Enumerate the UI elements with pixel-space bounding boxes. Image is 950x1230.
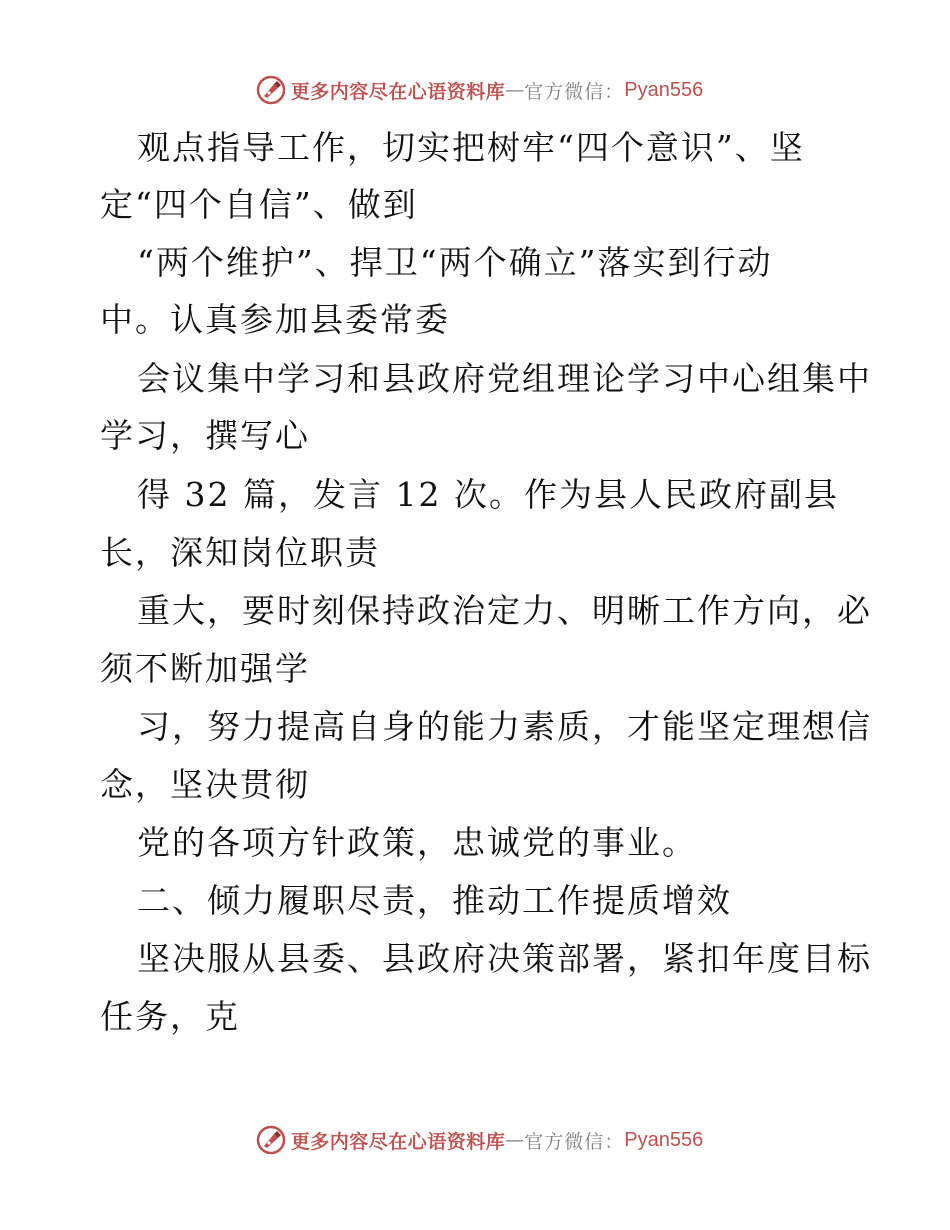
- body-line: 习，努力提高自身的能力素质，才能坚定理想信: [137, 707, 872, 746]
- header-watermark: [0, 70, 950, 110]
- watermark-separator: —: [505, 1129, 525, 1151]
- watermark-official-label: 官方微信：: [524, 1130, 625, 1153]
- body-line: 得 32 篇，发言 12 次。作为县人民政府副县: [137, 475, 839, 514]
- body-line: “两个维护”、捍卫“两个确立”落实到行动: [137, 243, 773, 282]
- footer-watermark: [0, 1120, 950, 1160]
- body-line: 任务，克: [100, 997, 240, 1036]
- body-line: 须不断加强学: [100, 649, 310, 688]
- body-line: 定“四个自信”、做到: [100, 185, 418, 224]
- body-line: 会议集中学习和县政府党组理论学习中心组集中: [137, 359, 872, 398]
- body-line: 中。认真参加县委常委: [100, 300, 450, 339]
- body-line: 长，深知岗位职责: [100, 533, 380, 572]
- pen-nib-logo-icon: [255, 74, 287, 106]
- watermark-handle: Pyan556: [624, 1128, 704, 1151]
- watermark-brand: 更多内容尽在心语资料库: [290, 80, 506, 103]
- body-line: 观点指导工作，切实把树牢“四个意识”、坚: [137, 128, 805, 167]
- section-heading: 二、倾力履职尽责，推动工作提质增效: [137, 881, 732, 920]
- pen-nib-logo-icon: [255, 1124, 287, 1156]
- body-line: 学习，撰写心: [100, 416, 310, 455]
- body-line: 坚决服从县委、县政府决策部署，紧扣年度目标: [137, 939, 872, 978]
- body-line: 念，坚决贯彻: [100, 765, 310, 804]
- body-line: 党的各项方针政策，忠诚党的事业。: [137, 823, 697, 862]
- watermark-separator: —: [505, 79, 525, 101]
- watermark-handle: Pyan556: [624, 78, 704, 101]
- watermark-brand: 更多内容尽在心语资料库: [290, 1130, 506, 1153]
- watermark-official-label: 官方微信：: [524, 80, 625, 103]
- body-line: 重大，要时刻保持政治定力、明晰工作方向，必: [137, 591, 872, 630]
